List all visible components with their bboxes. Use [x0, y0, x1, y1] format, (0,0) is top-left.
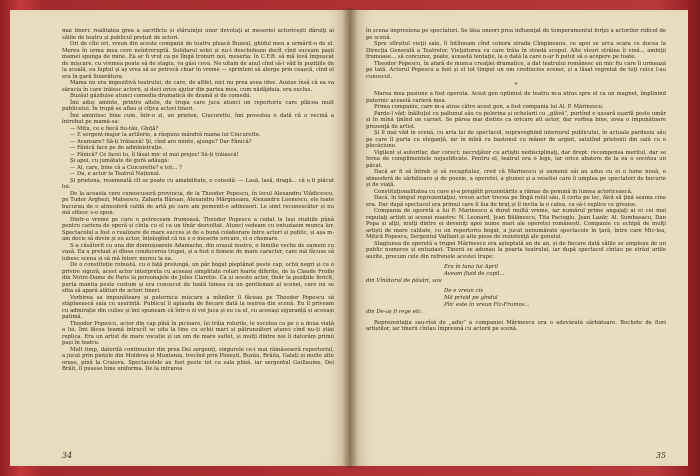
paragraph: Compania de operetă a lui P. Marinescu a durat multă vreme, iar numărul prime angajaţi ai ei cei mai reputaţi artiști ai scenei noastre: N. Leonard, Jean Bălănescu, Tita Pacioglu, Jean Lazăr, Al. Sumbasacu, Dan Popa și alţii, mulţi dintre ei deveniţi apoi nume mari ale operetei românești. Companie cu echipă de mulţi artiști de mare calitate, cu un repertoriu bogat, a jucat nenumărate spectacole în ţară, între care Mic-lea, Mitică Popescu, Sergentul Vaillant și alte piese de rezistenţă ale genului.: [366, 208, 666, 240]
poem-line: Era în luna lui April: [444, 264, 498, 270]
paragraph: De la aceasta cere cunoscuseră provincia, de la Theodor Popescu, în locul Alexandru Vlădicescu, pe Tudor Arghezi, Mateescu, Zaharia Bârsan, Alexandru Mărgineanu, Alexandru Leonescu, ele toate bucurau de o atmosferă caldă de artă pe care am pomenit-o adineaori. Le simt recunoscător și nu mă sfiiesc s-o spun.: [62, 190, 334, 216]
paragraph: — Ai, care, bine că a Ciucurette? e tot... ?: [70, 164, 182, 171]
paragraph: Și prietena, resemnată cît se poate cu amabilitate, o consolă: — Lasă, lasă, dragă... că o fi plăcut lui.: [62, 177, 334, 190]
right-page: [350, 10, 688, 466]
paragraph: Theodor Popescu, actor din cap pînă în picioare, își trăia rolurile, le socotea ca pe o a doua viață a lui. Îmi făcea teamă întrucît se uita la tine cu ochii mari și pătrunzători atunci cînd nu-ți știai replica. Era un artist de mare vocație și un om de mare suflet, și mulți dintre noi îi datorăm primii pași în teatru.: [62, 320, 334, 346]
paragraph: Prima companie, care m-a atras cătrе acest gen, a fost compania lui Al. P. Mărinescu.: [374, 104, 604, 110]
paragraph: Spre sfîrșitul vieţii sale, îl întîlneam cînd cobora strada Cîmpineanu, ce apoi se urca scara ce ducea la Direcţia Generală a Teatrelor. Vieţuitorea cu care trăia în stradă scopul. Alte vîsuri străine îi vină... ambiţii frumoase... să concurez, poate, această tentaţie, la o dată la care n-ar fi putut să o acopere pe toate.: [366, 41, 666, 60]
poem-quote: [366, 288, 666, 315]
book-gutter: [342, 8, 358, 468]
left-page-text: [62, 28, 334, 373]
paragraph: Marea mea pasiune a fost opereta. Acest gen optimist de teatru m-a atras spre el ca un magnet, împlinind puternic această carieră mea.: [366, 91, 666, 104]
left-page-number: 34: [62, 451, 73, 460]
paragraph: — Da, e actor la Teatrul Național.: [70, 171, 161, 177]
paragraph: Reprezentaţia sau-rîsă de „adio” a companiei Mărinescu era o adevărată sărbătoare. Buchete de flori artiștilor, iar tinerii cîntau împreună cu actorii pe scenă.: [366, 319, 666, 333]
paragraph: mai tineri: realitatea grea a sacrificiu și stăruinţei unor devotaţi ai meseriei actoricești dăruiţi ai sălile de teatru și publicul prețuit de actori.: [62, 28, 334, 41]
poem-line: Aveam fluid de copil...: [444, 270, 505, 277]
paragraph: Și îl mai văd în scenă, cu arta lui de spectacol, supraveghind interiorul publicului, în actuala pardesiu său pe care îl purta cu eleganţă, iar în mînă cu bastonul cu măner de argint, salutînd prietenii din sală cu o plecăciune.: [366, 130, 666, 149]
paragraph: Dacă, în timpul reprezentaţiei, vreun actor trecea pe lîngă rolul său, îl certa pe loc, fără să ţină seama cine era. Dar după spectacol era primul care îl lua de braţ și îl invita la o cafea, ca să-i explice ce greșise.: [366, 195, 666, 208]
paragraph: Ori de cîte ori, vreun din aceste companii de teatru pleacă Buzeul, ghidul meu a urmărit-o de el. Mereu în urma mea cere neîntreruptă. Solidarul solei și nu-i deschideam decît cînd suceam pașii mamei spunga de mine. Ea ar fi vrut ca pe lîngă tronuri noi, meseria: în C.F.R. să mă lovă împușcat de mișcare, cu vremea poate să de stagiu, va găsi ceva. Ne uitam de anul cînd să-l văd în pozițiile de la școală, eu luptul și aș vrea să se petrecă chiar în vreme — sprinteni să alerge prin ceașcă, cînd el era în gară fluierătura.: [62, 41, 334, 80]
paragraph: Dintr-o vreme pe care o petreceam frumoasă, Theodor Popescu a cedat la Iași studiile până pentru cariera de operă și cînta cu el ca un tînăr dezvoltat. Atunci vedeam cu entuziasm munca lor. Spectacolul a fost o realizare de mare succes și de o bună colaborare între actori și public, și așa m-am decis să devin și eu actor, înțelegînd că nu e o meserie oricare, ci o chemare.: [62, 216, 334, 242]
paragraph: De o constituție robustă, cu o față prelungă, un păr bogat pieptănat peste cap, ochii negri și cu o privire sigură, acest actor interpreta cu aceeași simplitate roluri foarte diferite, de la Claude Frollo din Notre-Dame de Paris la personajele de Jules Claretie. Ca și aceste actor, tînăr la pozițiile fericit, purta mantia peste costum și era cunoscut de toată lumea ca un gentleman al scenei, care nu se sfiia să apară alături de actori tineri.: [62, 262, 334, 294]
poem-source: din De-aș fi rege etc.: [366, 308, 423, 315]
paragraph: Theodor Popescu, în afară de munca creaţiei dramatice, a dat teatrului românesc un mic fiu care îi urmează pe tată. Actorul Popescu a fost și el tot timpul un om credincios scenei, și a lăsat regretat de toţi ceice l-au cunoscut.: [366, 60, 666, 80]
paragraph: Dacă ar fi să întreb și să recapitulez, cred că Marinescu și oamenii săi au adus cu ei o lume nouă, o atmosferă de sărbătoare și de poezie, a operetei, a glumei și a veseliei care îi umplea pe spectatori de bucurie și de viaţă.: [366, 169, 666, 188]
poem-line: Pîn' este în vreun Fiz-Frumos...: [444, 301, 530, 308]
paragraph: Stagiunea de operetă a trupei Mărinescu era așteptată an de an, și de fiecare dată sălile se umpleau de un public numeros și entuziast. Tinerii se adunau la poarta teatrului, iar după spectacol cîntau pe străzi ariile auzite, precum cele din refrenele acestei trupe:: [366, 240, 666, 260]
section-separator: *: [514, 82, 518, 89]
paragraph: — Fănică face pe de administrație.: [70, 145, 164, 151]
paragraph: Îmi aduc aminte, printre altele, de trupa care juca atunci un repertoriu care plăcea mult publicului. În trupă se aflau și cîţiva actori tineri.: [62, 99, 334, 112]
paragraph: — Avansare? Să-ți trăiască! Și, cînd are minte, ajunge? Dar Fănică?: [70, 138, 252, 145]
right-page-number: 35: [655, 451, 666, 460]
paragraph: în scena impresiona pe spectatori. Se lăsa uneori prea influenţat de temperamentul forţei a actorilor ridicol de pe scenă.: [366, 28, 666, 41]
paragraph: Pardo-l văd: înăltuţul cu paltonul său cu pelerina și ochelarii cu „glăvă”, purtînd o ușoară eșarfă peste umăr și în mînă ţinînd un carnet. Se părea mai distins ca oricare alt actor, dar vorbea bine, avea o impunătoare prezenţă de artist.: [366, 110, 666, 130]
paragraph: — Fănică? Ce facei tu, îl lăsat mic el mai prejos! Să-ți trăiască!: [70, 151, 239, 158]
paragraph: Vorbirea sa impunătoare și puternica mișcare a mîinilor îl făceau pe Theodor Popescu să stăpînească sala cu ușurință. Publicul îl aplauda de fiecare dată la ieșirea din scenă. Eu îl priveam cu admirație din culise și îmi spuneam că într-o zi voi juca și eu ca el, cu aceeași siguranță și aceeași patimă.: [62, 294, 334, 320]
left-page: [10, 10, 350, 466]
poem-line: De e vreun cîs: [444, 288, 484, 295]
paragraph: Mult timp, datorită continuelor din prea Dei sergenți, singurele ce-i mai rămăseseră repertoriul, a jucat prin piețele din Moldova și Muntenia, trecînd prin Ploiești, Buzău, Brăila, Galați și multe alte orașe, pînă la Craiova. Spectacolele au fost peste tot cu sala plină, iar sergentul Guillaume, Dei Brăit, îl pusese bine uniforma. De la intrarea: [62, 346, 334, 372]
paragraph: — E sergent-major la artilerie, a răspuns mândră mama lui Ciucurette.: [70, 132, 261, 138]
paragraph: Și apoi, cu jumătate de gură adăugă:: [70, 158, 170, 164]
paragraph: — Mițu, ce e fiecă fiu-tău, Ghiță?: [70, 125, 159, 132]
right-page-text: [366, 28, 666, 333]
paragraph: S-a căsătorit cu una din domnișoarele Adamache, din orașul nostru, o familie veche de oameni cu vază. Ea a preluat și dînsa conducerea trupei, și a fost o femeie de mare caracter, care mă făcuse să iubesc scena și să mă întorc mereu la ea.: [62, 242, 334, 262]
poem-line: Mă privid pe gîndul: [444, 295, 498, 302]
poem-source: din Vînătorul de păsări, sau: [366, 277, 442, 284]
paragraph: Buzăul găzduise atunci comedia dramatică de dramă și de comedii.: [70, 93, 252, 99]
paragraph: Constituţionalitatea cu care și-a pregătit prezentările a rămas de pomină în lumea actoricească.: [374, 188, 633, 195]
poem-quote: [366, 264, 666, 284]
paragraph: Mama nu era impozitivă teatrului, de care, de altfel, nici nu prea avea idee. Auzise însă că ea va săracia în care trăiesc actorii, și deci orice ajutor din partea mea, cum nădăjduia, era exclus.: [62, 80, 334, 93]
paragraph: Îmi amintesc bine cum, într-o zi, un prieten, Ciucurette, îmi povestea o dată că o vecină a întrebat pe mamă-sa:: [62, 112, 334, 125]
paragraph: Vigilent și autoritar, dar corect; necruţător cu artiștii nedisciplinaţi, dar drept: recompensa meritul, dar se ferea de complimentele nejustificate. Pentru el, teatrul era o lege, iar orice abatere de la ea o socotea un păcat.: [366, 149, 666, 169]
